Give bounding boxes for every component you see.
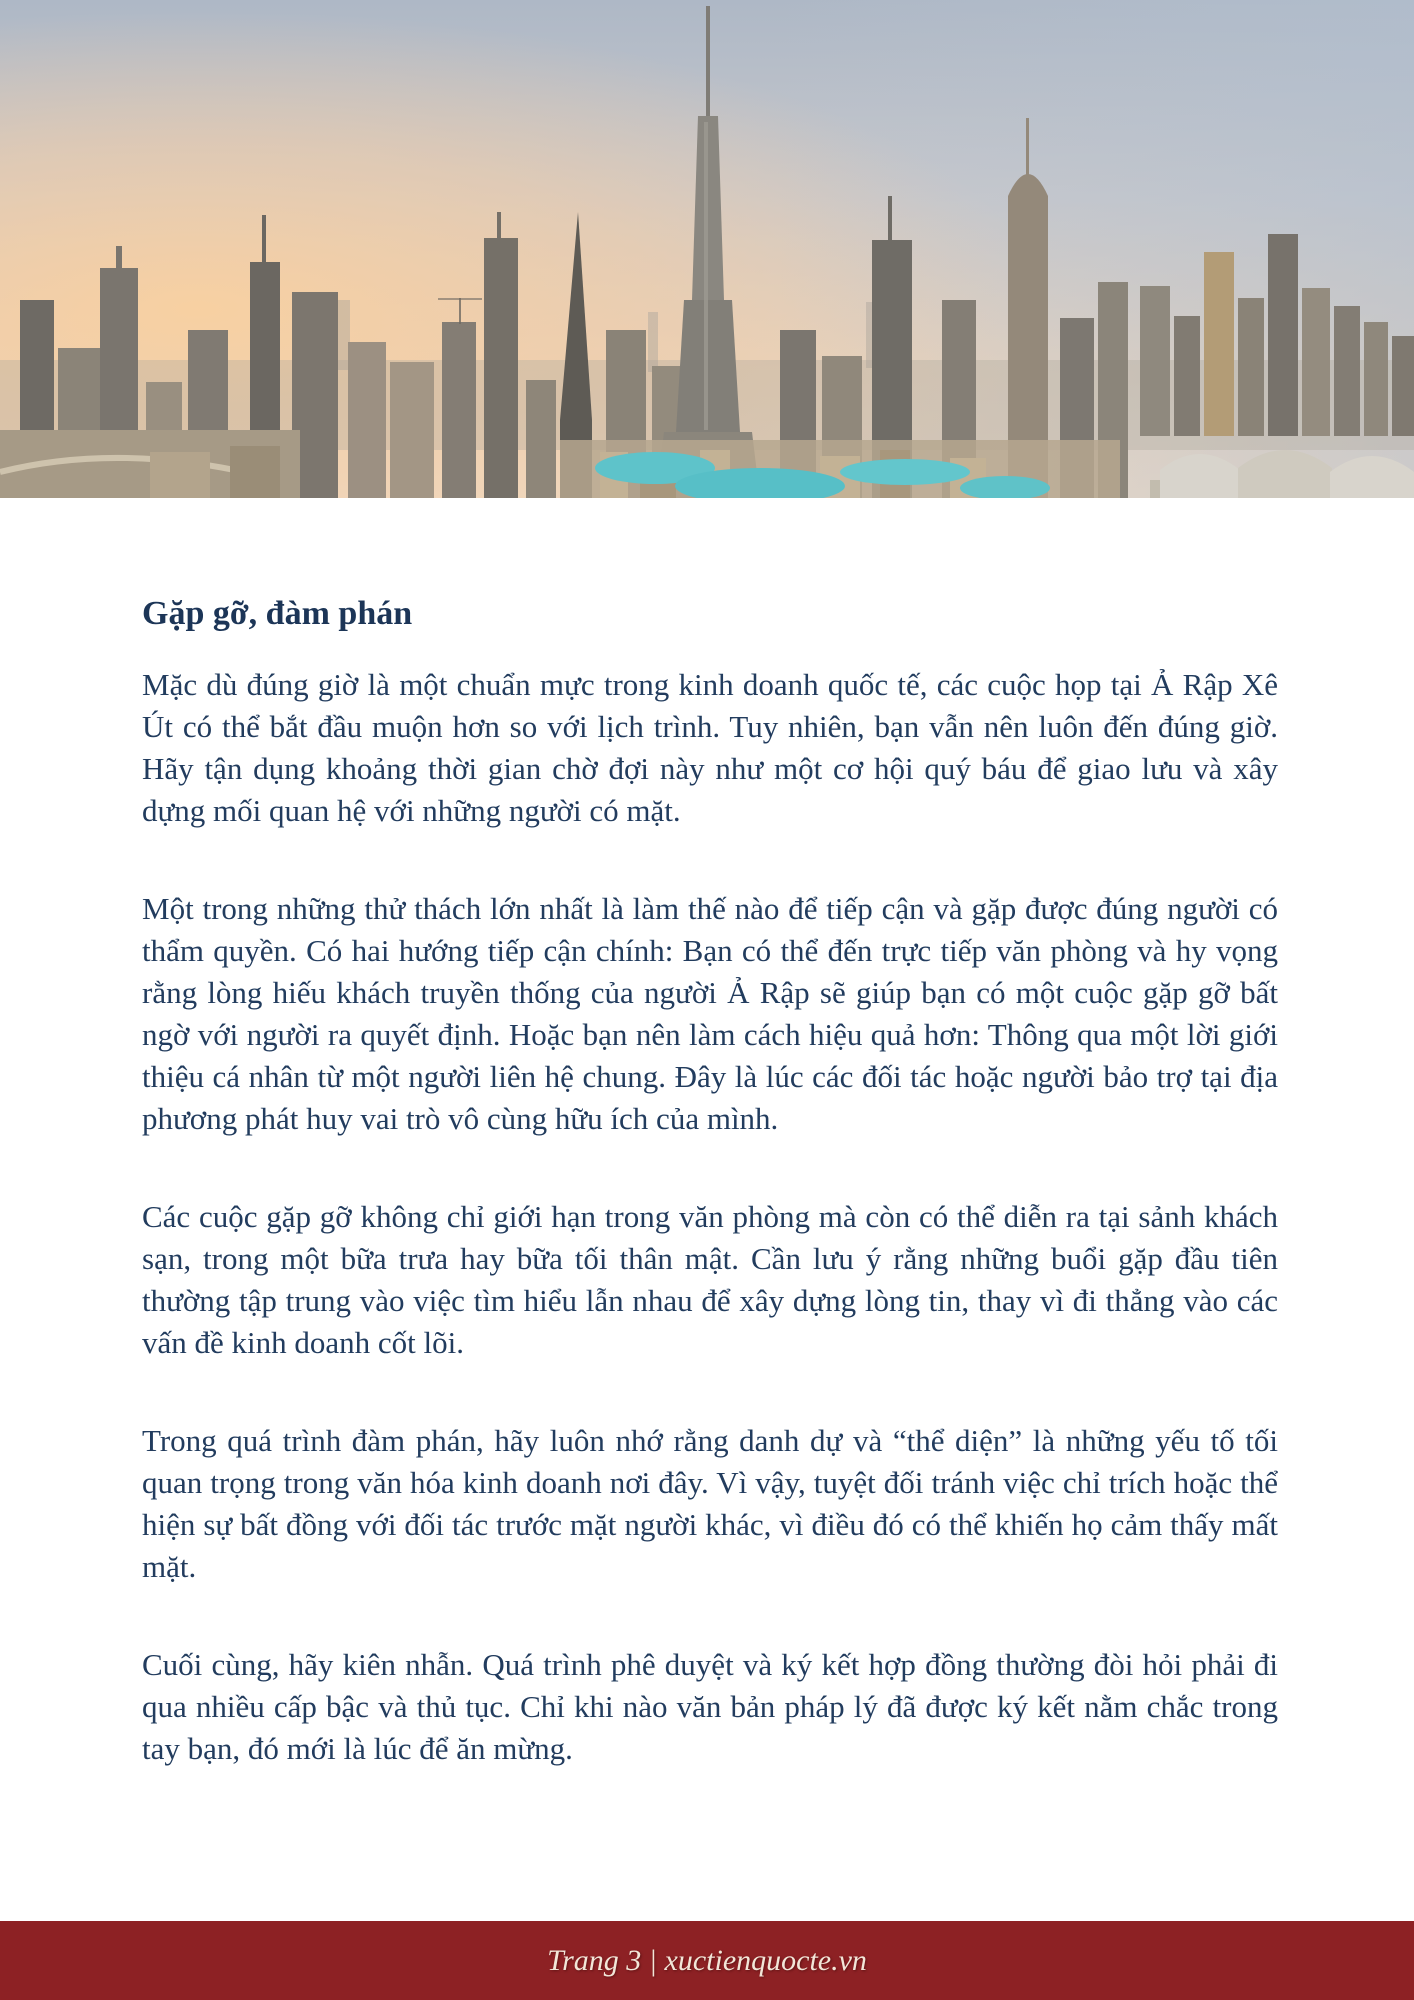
paragraph-2: Một trong những thử thách lớn nhất là làm thế nào để tiếp cận và gặp được đúng người có thẩm quyền. Có hai hướng tiếp cận chính: Bạn có thể đến trực tiếp văn phòng và hy vọng rằng lòng hiếu khách truyền thống của người Ả Rập sẽ giúp bạn có một cuộc gặp gỡ bất ngờ với người ra quyết định. Hoặc bạn nên làm cách hiệu quả hơn: Thông qua một lời giới thiệu cá nhân từ một người liên hệ chung. Đây là lúc các đối tác hoặc người bảo trợ tại địa phương phát huy vai trò vô cùng hữu ích của mình. [142,891,1278,1136]
page-footer [0,1921,1414,2000]
section-heading: Gặp gỡ, đàm phán [142,595,413,632]
paragraph-5: Cuối cùng, hãy kiên nhẫn. Quá trình phê duyệt và ký kết hợp đồng thường đòi hỏi phải đi qua nhiều cấp bậc và thủ tục. Chỉ khi nào văn bản pháp lý đã được ký kết nằm chắc trong tay bạn, đó mới là lúc để ăn mừng. [142,1647,1278,1766]
dubai-skyline-image [0,0,1414,498]
paragraph-4: Trong quá trình đàm phán, hãy luôn nhớ rằng danh dự và “thể diện” là những yếu tố tối quan trọng trong văn hóa kinh doanh nơi đây. Vì vậy, tuyệt đối tránh việc chỉ trích hoặc thể hiện sự bất đồng với đối tác trước mặt người khác, vì điều đó có thể khiến họ cảm thấy mất mặt. [142,1423,1278,1584]
footer-page-label: Trang 3 | xuctienquocte.vn [547,1943,867,1977]
paragraph-1: Mặc dù đúng giờ là một chuẩn mực trong kinh doanh quốc tế, các cuộc họp tại Ả Rập Xê Út có thể bắt đầu muộn hơn so với lịch trình. Tuy nhiên, bạn vẫn nên luôn đến đúng giờ. Hãy tận dụng khoảng thời gian chờ đợi này như một cơ hội quý báu để giao lưu và xây dựng mối quan hệ với những người có mặt. [142,667,1278,828]
paragraph-3: Các cuộc gặp gỡ không chỉ giới hạn trong văn phòng mà còn có thể diễn ra tại sảnh khách sạn, trong một bữa trưa hay bữa tối thân mật. Cần lưu ý rằng những buổi gặp đầu tiên thường tập trung vào việc tìm hiểu lẫn nhau để xây dựng lòng tin, thay vì đi thẳng vào các vấn đề kinh doanh cốt lõi. [142,1199,1278,1360]
page-body [142,498,1278,1826]
